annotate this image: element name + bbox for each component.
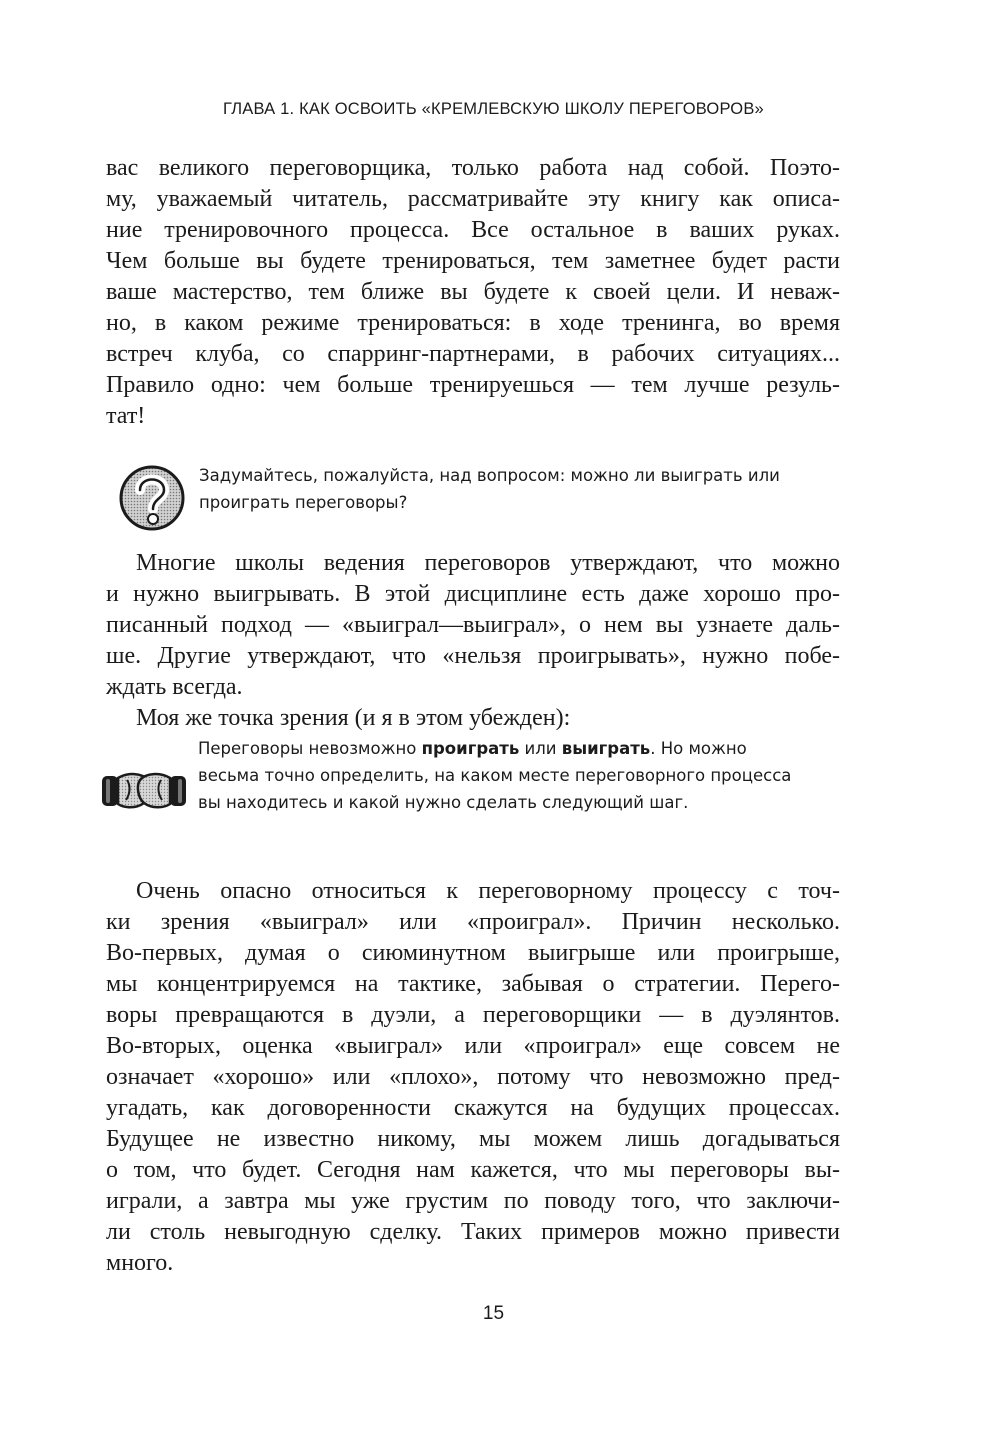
- text-line: ждать всегда.: [106, 674, 243, 700]
- text-line: играли, а завтра мы уже грустим по поводу того, что заключи-: [106, 1188, 840, 1214]
- page-number: 15: [482, 1303, 505, 1324]
- body-paragraph-2: [106, 548, 840, 703]
- note-line: весьма точно определить, на каком месте переговорного процесса: [198, 766, 792, 785]
- note-line: [198, 735, 791, 762]
- text-line: встреч клуба, со спарринг-партнерами, в рабочих ситуациях...: [106, 341, 840, 367]
- bold-word-win: выиграть: [561, 739, 651, 758]
- text-line: ние тренировочного процесса. Все остальное в ваших руках.: [106, 217, 840, 243]
- running-header: ГЛАВА 1. КАК ОСВОИТЬ «КРЕМЛЕВСКУЮ ШКОЛУ ПЕРЕГОВОРОВ»: [223, 100, 764, 118]
- text-line: вас великого переговорщика, только работа над собой. Поэто-: [106, 155, 840, 181]
- body-paragraph-3: [106, 703, 840, 734]
- text-line: Очень опасно относиться к переговорному процессу с точ-: [136, 878, 840, 904]
- bold-word-lose: проиграть: [421, 739, 520, 758]
- note-line: Задумайтесь, пожалуйста, над вопросом: можно ли выиграть или: [199, 466, 780, 485]
- text-line: ли столь невыгодную сделку. Таких примеров можно привести: [106, 1219, 840, 1245]
- text-line: тат!: [106, 403, 146, 429]
- text-line: много.: [106, 1250, 174, 1276]
- text-line: Будущее не известно никому, мы можем лишь догадываться: [106, 1126, 840, 1152]
- text-line: но, в каком режиме тренироваться: в ходе тренинга, во время: [106, 310, 840, 336]
- text-line: ваше мастерство, тем ближе вы будете к своей цели. И неваж-: [106, 279, 840, 305]
- text-line: угадать, как договоренности скажутся на будущих процессах.: [106, 1095, 840, 1121]
- question-note: [199, 462, 780, 516]
- text-line: Во-вторых, оценка «выиграл» или «проиграл» еще совсем не: [106, 1033, 840, 1059]
- text-line: Правило одно: чем больше тренируешься — тем лучше резуль-: [106, 372, 840, 398]
- note-text: или: [519, 739, 562, 758]
- text-line: ше. Другие утверждают, что «нельзя проигрывать», нужно побе-: [106, 643, 840, 669]
- gloves-note: [198, 735, 791, 816]
- text-line: Чем больше вы будете тренироваться, тем заметнее будет расти: [106, 248, 840, 274]
- note-text: Переговоры невозможно: [198, 739, 422, 758]
- text-line: мы концентрируемся на тактике, забывая о стратегии. Перего-: [106, 971, 840, 997]
- note-line: вы находитесь и какой нужно сделать следующий шаг.: [198, 793, 689, 812]
- text-line: означает «хорошо» или «плохо», потому что невозможно пред-: [106, 1064, 840, 1090]
- text-line: ки зрения «выиграл» или «проиграл». Причин несколько.: [106, 909, 840, 935]
- text-line: о том, что будет. Сегодня нам кажется, что мы переговоры вы-: [106, 1157, 840, 1183]
- text-line: и нужно выигрывать. В этой дисциплине есть даже хорошо про-: [106, 581, 840, 607]
- text-line: Во-первых, думая о сиюминутном выигрыше или проигрыше,: [106, 940, 840, 966]
- text-line: писанный подход — «выиграл—выиграл», о нем вы узнаете даль-: [106, 612, 840, 638]
- note-line: проиграть переговоры?: [199, 493, 408, 512]
- body-paragraph-4: [106, 876, 840, 1279]
- question-mark-icon: [118, 464, 186, 532]
- text-line: му, уважаемый читатель, рассматривайте эту книгу как описа-: [106, 186, 840, 212]
- boxing-gloves-icon: [100, 770, 188, 812]
- note-text: . Но можно: [650, 739, 747, 758]
- text-line: Многие школы ведения переговоров утверждают, что можно: [136, 550, 840, 576]
- text-line: воры превращаются в дуэли, а переговорщики — в дуэлянтов.: [106, 1002, 840, 1028]
- body-paragraph-1: [106, 153, 840, 432]
- text-line: Моя же точка зрения (и я в этом убежден):: [136, 705, 571, 731]
